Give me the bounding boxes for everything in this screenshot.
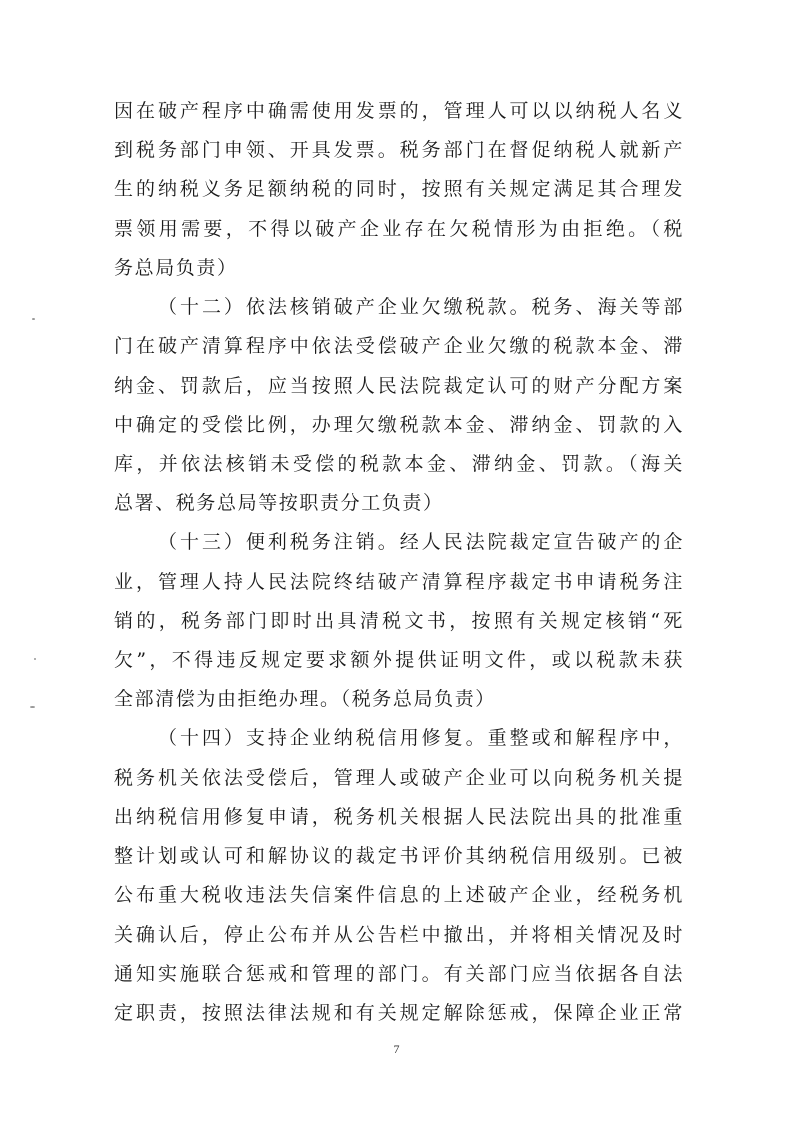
paragraph-3-line-2: 业，管理人持人民法院终结破产清算程序裁定书申请税务注	[114, 571, 684, 593]
paragraph-4-line-7: 通知实施联合惩戒和管理的部门。有关部门应当依据各自法	[114, 963, 684, 985]
paragraph-3-line-3: 销的，税务部门即时出具清税文书，按照有关规定核销“死	[114, 610, 684, 632]
paragraph-1-line-2: 到税务部门申领、开具发票。税务部门在督促纳税人就新产	[114, 139, 684, 161]
paragraph-1-line-4: 票领用需要，不得以破产企业存在欠税情形为由拒绝。（税	[114, 218, 684, 240]
paragraph-3-line-4: 欠”，不得违反规定要求额外提供证明文件，或以税款未获	[114, 649, 684, 671]
paragraph-4-line-3: 出纳税信用修复申请，税务机关根据人民法院出具的批准重	[114, 806, 684, 828]
paragraph-2-line-1: （十二）依法核销破产企业欠缴税款。税务、海关等部	[158, 296, 684, 318]
paragraph-4-line-1: （十四）支持企业纳税信用修复。重整或和解程序中，	[158, 727, 684, 749]
page-number: 7	[393, 1042, 400, 1056]
paragraph-2-line-6: 总署、税务总局等按职责分工负责）	[114, 492, 444, 514]
paragraph-4-line-8: 定职责，按照法律法规和有关规定解除惩戒，保障企业正常	[114, 1002, 684, 1024]
paragraph-2-line-4: 中确定的受偿比例，办理欠缴税款本金、滞纳金、罚款的入	[114, 414, 684, 436]
paragraph-2-line-3: 纳金、罚款后，应当按照人民法院裁定认可的财产分配方案	[114, 375, 684, 397]
paragraph-4-line-4: 整计划或认可和解协议的裁定书评价其纳税信用级别。已被	[114, 845, 684, 867]
paragraph-4-line-5: 公布重大税收违法失信案件信息的上述破产企业，经税务机	[114, 884, 684, 906]
paragraph-3-line-1: （十三）便利税务注销。经人民法院裁定宣告破产的企	[158, 531, 684, 553]
paragraph-3-line-5: 全部清偿为由拒绝办理。（税务总局负责）	[114, 688, 496, 710]
paragraph-2-line-5: 库，并依法核销未受偿的税款本金、滞纳金、罚款。（海关	[114, 453, 684, 475]
paragraph-4-line-6: 关确认后，停止公布并从公告栏中撤出，并将相关情况及时	[114, 924, 684, 946]
paragraph-2-line-2: 门在破产清算程序中依法受偿破产企业欠缴的税款本金、滞	[114, 335, 684, 357]
scan-speck	[30, 706, 35, 708]
scan-speck	[32, 318, 35, 320]
paragraph-1-line-1: 因在破产程序中确需使用发票的，管理人可以以纳税人名义	[114, 100, 684, 122]
paragraph-1-line-5: 务总局负责）	[114, 257, 238, 279]
scan-speck	[34, 658, 36, 660]
paragraph-4-line-2: 税务机关依法受偿后，管理人或破产企业可以向税务机关提	[114, 767, 684, 789]
paragraph-1-line-3: 生的纳税义务足额纳税的同时，按照有关规定满足其合理发	[114, 178, 684, 200]
